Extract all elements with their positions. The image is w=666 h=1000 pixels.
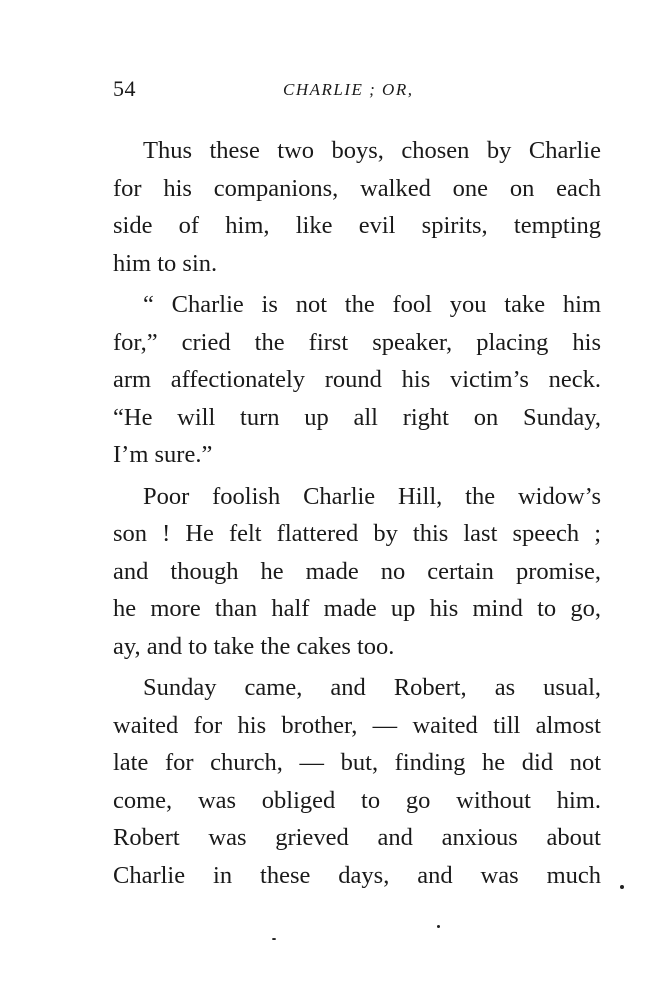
paragraph-3: [113, 478, 601, 666]
text-line: him to sin.: [113, 249, 218, 277]
text-line: arm affectionately round his victim’s neck.: [113, 366, 601, 393]
running-head: [113, 76, 601, 106]
ink-speck: [437, 925, 440, 928]
text-line: Thus these two boys, chosen by Charlie: [143, 137, 601, 164]
text-line: side of him, like evil spirits, tempting: [113, 212, 601, 239]
text-line: son ! He felt flattered by this last speech ;: [113, 520, 601, 547]
page-number: 54: [113, 76, 136, 101]
text-line: “He will turn up all right on Sunday,: [113, 403, 601, 431]
text-line: he more than half made up his mind to go,: [113, 595, 601, 622]
text-line: come, was obliged to go without him.: [113, 786, 601, 814]
text-line: Robert was grieved and anxious about: [113, 824, 601, 851]
paragraph-4: [113, 669, 601, 894]
text-body: [113, 132, 601, 898]
text-line: waited for his brother, — waited till almost: [113, 711, 601, 739]
paragraph-1: [113, 132, 601, 282]
ink-speck: [620, 885, 624, 889]
text-line: “ Charlie is not the fool you take him: [143, 291, 601, 318]
text-line: ay, and to take the cakes too.: [113, 632, 395, 660]
text-line: Poor foolish Charlie Hill, the widow’s: [143, 482, 601, 510]
ink-speck: [272, 938, 276, 940]
running-title: CHARLIE ; OR,: [283, 80, 414, 99]
text-line: for his companions, walked one on each: [113, 174, 601, 202]
text-line: for,” cried the first speaker, placing his: [113, 328, 601, 356]
text-line: and though he made no certain promise,: [113, 557, 601, 585]
paragraph-2: [113, 286, 601, 474]
text-line: Sunday came, and Robert, as usual,: [143, 674, 601, 701]
text-line: late for church, — but, finding he did not: [113, 749, 601, 776]
text-line: Charlie in these days, and was much: [113, 861, 601, 889]
text-line: I’m sure.”: [113, 441, 213, 468]
